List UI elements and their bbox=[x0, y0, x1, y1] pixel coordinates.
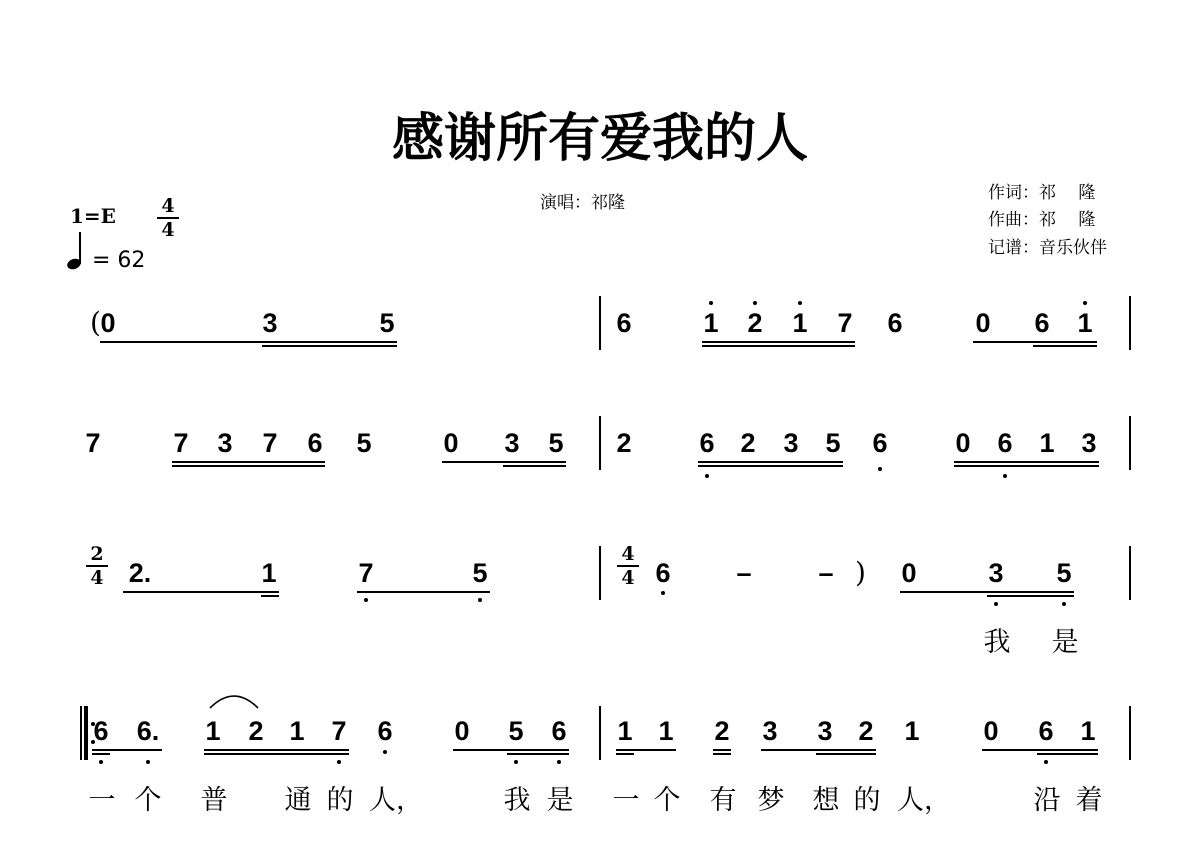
note: 1 bbox=[792, 308, 808, 338]
time-signature-top: 2 bbox=[90, 543, 104, 565]
time-signature-change bbox=[617, 544, 639, 588]
lyricist: 作词：祁 隆 bbox=[988, 183, 1096, 203]
lyric: 我 bbox=[503, 785, 531, 816]
underline bbox=[713, 749, 731, 751]
low-dot bbox=[99, 760, 103, 764]
note: 5 bbox=[1056, 558, 1072, 588]
note: 7 bbox=[331, 716, 347, 746]
repeat-bar-thick bbox=[84, 706, 88, 760]
note: 6 bbox=[887, 308, 903, 338]
time-signature-change bbox=[86, 544, 108, 588]
bar-line bbox=[599, 296, 601, 350]
lyric: 个 bbox=[134, 785, 162, 816]
underline bbox=[702, 345, 855, 347]
quarter-note-icon bbox=[66, 228, 90, 272]
note: 0 bbox=[100, 308, 116, 338]
time-signature-bottom: 4 bbox=[161, 219, 175, 241]
underline bbox=[172, 465, 325, 467]
underline bbox=[713, 753, 731, 755]
note: 1 bbox=[904, 716, 920, 746]
note: 3 bbox=[504, 428, 520, 458]
low-dot bbox=[514, 760, 518, 764]
lyric: 人， bbox=[369, 785, 423, 816]
low-dot bbox=[478, 598, 482, 602]
note: 1 bbox=[261, 558, 277, 588]
note: 0 bbox=[975, 308, 991, 338]
lyric: 的 bbox=[853, 785, 881, 816]
lyric: 着 bbox=[1075, 785, 1103, 816]
note: 2 bbox=[858, 716, 874, 746]
underline bbox=[1033, 345, 1097, 347]
underline bbox=[92, 753, 110, 755]
underline bbox=[123, 591, 279, 593]
note: 1 bbox=[1039, 428, 1055, 458]
low-dot bbox=[1044, 760, 1048, 764]
bar-line bbox=[1129, 296, 1131, 350]
note: 0 bbox=[454, 716, 470, 746]
close-paren: ) bbox=[855, 556, 866, 589]
underline bbox=[172, 461, 325, 463]
low-dot bbox=[994, 602, 998, 606]
time-signature bbox=[157, 196, 179, 240]
low-dot bbox=[557, 760, 561, 764]
note: 6 bbox=[551, 716, 567, 746]
underline bbox=[900, 591, 1074, 593]
note: 7 bbox=[173, 428, 189, 458]
note: 6 bbox=[377, 716, 393, 746]
low-dot bbox=[1003, 474, 1007, 478]
lyric: 一 bbox=[88, 785, 116, 816]
note: 3 bbox=[762, 716, 778, 746]
bar-line bbox=[1129, 706, 1131, 760]
underline bbox=[982, 749, 1098, 751]
note: 0 bbox=[901, 558, 917, 588]
slur-icon bbox=[208, 690, 260, 710]
note: 2 bbox=[616, 428, 632, 458]
note: 5 bbox=[825, 428, 841, 458]
note: 6 bbox=[655, 558, 671, 588]
underline bbox=[987, 595, 1074, 597]
low-dot bbox=[337, 760, 341, 764]
tempo: = 62 bbox=[92, 248, 146, 273]
underline bbox=[261, 595, 279, 597]
note: 2 bbox=[740, 428, 756, 458]
dash: – bbox=[736, 558, 752, 588]
lyric: 人， bbox=[897, 785, 951, 816]
time-signature-top: 4 bbox=[621, 543, 635, 565]
underline bbox=[698, 465, 843, 467]
underline bbox=[453, 749, 569, 751]
note: 3 bbox=[817, 716, 833, 746]
lyric: 一 bbox=[612, 785, 640, 816]
note: 7 bbox=[262, 428, 278, 458]
note: 1 bbox=[617, 716, 633, 746]
note: 6 bbox=[616, 308, 632, 338]
lyric: 有 bbox=[709, 785, 737, 816]
note: 6 bbox=[872, 428, 888, 458]
note: 5 bbox=[472, 558, 488, 588]
bar-line bbox=[599, 546, 601, 600]
note: 5 bbox=[508, 716, 524, 746]
underline bbox=[204, 753, 349, 755]
underline bbox=[761, 749, 876, 751]
note: 6. bbox=[136, 716, 160, 746]
underline bbox=[507, 753, 569, 755]
composer: 作曲：祁 隆 bbox=[988, 210, 1096, 230]
note: 5 bbox=[379, 308, 395, 338]
underline bbox=[816, 753, 876, 755]
time-signature-top: 4 bbox=[161, 195, 175, 217]
note: 2 bbox=[248, 716, 264, 746]
page-title: 感谢所有爱我的人 bbox=[391, 108, 808, 169]
note: 6 bbox=[307, 428, 323, 458]
lyric: 是 bbox=[1051, 627, 1079, 658]
note: 6 bbox=[997, 428, 1013, 458]
note: 5 bbox=[356, 428, 372, 458]
note: 1 bbox=[1080, 716, 1096, 746]
note: 1 bbox=[205, 716, 221, 746]
low-dot bbox=[146, 760, 150, 764]
bar-line bbox=[1129, 416, 1131, 470]
transcriber: 记谱：音乐伙伴 bbox=[988, 238, 1107, 258]
note: 1 bbox=[1077, 308, 1093, 338]
note: 5 bbox=[548, 428, 564, 458]
note: 7 bbox=[837, 308, 853, 338]
note: 0 bbox=[443, 428, 459, 458]
underline bbox=[262, 345, 397, 347]
underline bbox=[954, 465, 1099, 467]
underline bbox=[92, 749, 162, 751]
lyric: 梦 bbox=[757, 785, 785, 816]
note: 3 bbox=[262, 308, 278, 338]
underline bbox=[442, 461, 566, 463]
underline bbox=[100, 341, 397, 343]
lyric: 普 bbox=[200, 785, 228, 816]
underline bbox=[357, 591, 490, 593]
low-dot bbox=[705, 474, 709, 478]
lyric: 的 bbox=[326, 785, 354, 816]
underline bbox=[204, 749, 349, 751]
underline bbox=[698, 461, 843, 463]
key-signature: 1=E bbox=[70, 204, 116, 228]
underline bbox=[503, 465, 566, 467]
note: 1 bbox=[703, 308, 719, 338]
note: 0 bbox=[955, 428, 971, 458]
low-dot bbox=[661, 591, 665, 595]
underline bbox=[616, 749, 676, 751]
note: 2 bbox=[714, 716, 730, 746]
lyric: 是 bbox=[546, 785, 574, 816]
open-paren: ( bbox=[90, 306, 101, 339]
low-dot bbox=[383, 750, 387, 754]
note: 3 bbox=[1081, 428, 1097, 458]
bar-line bbox=[1129, 546, 1131, 600]
note: 2 bbox=[747, 308, 763, 338]
dash: – bbox=[818, 558, 834, 588]
note: 1 bbox=[658, 716, 674, 746]
note: 7 bbox=[85, 428, 101, 458]
lyric: 我 bbox=[983, 627, 1011, 658]
note: 6 bbox=[699, 428, 715, 458]
high-dot bbox=[1083, 301, 1087, 305]
underline bbox=[973, 341, 1097, 343]
lyric: 沿 bbox=[1033, 785, 1061, 816]
note: 1 bbox=[289, 716, 305, 746]
low-dot bbox=[364, 598, 368, 602]
low-dot bbox=[878, 467, 882, 471]
note: 6 bbox=[1034, 308, 1050, 338]
repeat-bar-thin bbox=[80, 706, 82, 760]
time-signature-bottom: 4 bbox=[90, 567, 104, 589]
note: 2. bbox=[128, 558, 152, 588]
note: 0 bbox=[983, 716, 999, 746]
note: 3 bbox=[988, 558, 1004, 588]
note: 3 bbox=[783, 428, 799, 458]
high-dot bbox=[753, 301, 757, 305]
underline bbox=[954, 461, 1099, 463]
bar-line bbox=[599, 416, 601, 470]
high-dot bbox=[798, 301, 802, 305]
note: 3 bbox=[217, 428, 233, 458]
underline bbox=[616, 753, 634, 755]
singer: 演唱：祁隆 bbox=[540, 193, 625, 213]
note: 6 bbox=[93, 716, 109, 746]
lyric: 个 bbox=[653, 785, 681, 816]
bar-line bbox=[599, 706, 601, 760]
lyric: 想 bbox=[812, 785, 840, 816]
lyric: 通 bbox=[284, 785, 312, 816]
low-dot bbox=[1062, 602, 1066, 606]
underline bbox=[1037, 753, 1098, 755]
note: 7 bbox=[358, 558, 374, 588]
time-signature-bottom: 4 bbox=[621, 567, 635, 589]
high-dot bbox=[709, 301, 713, 305]
note: 6 bbox=[1038, 716, 1054, 746]
underline bbox=[702, 341, 855, 343]
